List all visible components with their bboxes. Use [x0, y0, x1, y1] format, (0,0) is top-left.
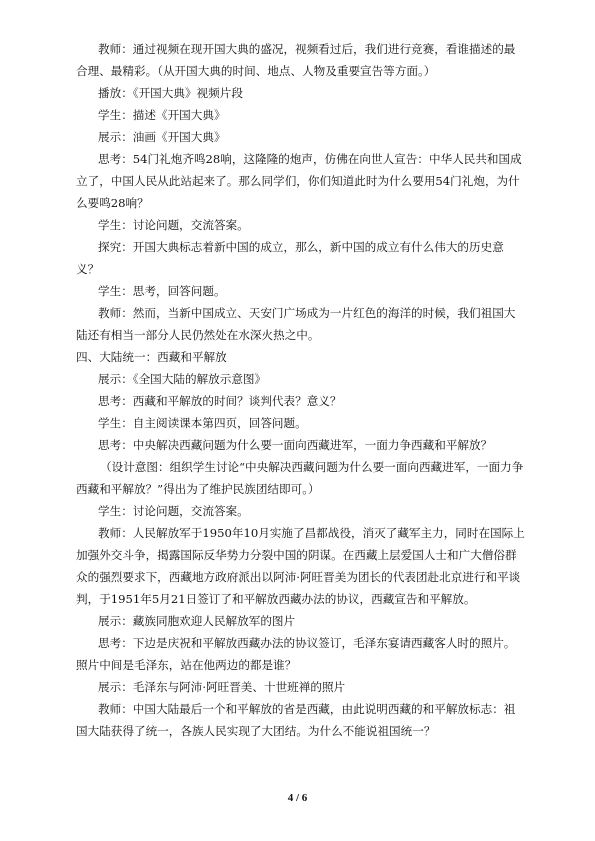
paragraph-think-tibet: 思考：西藏和平解放的时间？谈判代表？意义？: [98, 394, 342, 408]
paragraph-design-intent: （设计意图：组织学生讨论“中央解决西藏问题为什么要一面向西藏进军，一面力争西藏和平解放？”得出为了维护民族团结即可。）: [76, 460, 524, 496]
paragraph-show-mao-photo: 展示：毛泽东与阿沛·阿旺晋美、十世班禅的照片: [98, 680, 346, 694]
paragraph-think-photo: 思考：下边是庆祝和平解放西藏办法的协议签订，毛泽东宴请西藏客人时的照片。照片中间是毛泽东，站在他两边的都是谁？: [76, 636, 516, 672]
paragraph-show-painting: 展示：油画《开国大典》: [98, 130, 226, 144]
paragraph-student-answer: 学生：思考，回答问题。: [98, 284, 226, 298]
paragraph-think-central: 思考：中央解决西藏问题为什么要一面向西藏进军，一面力争西藏和平解放？: [98, 438, 493, 452]
paragraph-teacher-pla: 教师：人民解放军于1950年10月实施了昌都战役，消灭了藏军主力，同时在国际上加强外交斗争，揭露国际反华势力分裂中国的阴谋。在西藏上层爱国人士和广大僧俗群众的强烈要求下，西藏地方政府派出以阿沛·阿旺晋美为团长的代表团赴北京进行和平谈判，于1951年5月21日签订了和平解放西藏办法的协议，西藏宣告和平解放。: [76, 526, 525, 606]
section-heading-tibet: 四、大陆统一：西藏和平解放: [76, 350, 227, 364]
paragraph-teacher-video: 教师：通过视频在现开国大典的盛况，视频看过后，我们进行竞赛，看谁描述的最合理、最精彩。（从开国大典的时间、地点、人物及重要宣告等方面。）: [76, 42, 516, 78]
paragraph-teacher-however: 教师：然而，当新中国成立、天安门广场成为一片红色的海洋的时候，我们祖国大陆还有相当一部分人民仍然处在水深火热之中。: [76, 306, 516, 342]
paragraph-student-read: 学生：自主阅读课本第四页，回答问题。: [98, 416, 307, 430]
paragraph-student-discuss-2: 学生：讨论问题，交流答案。: [98, 504, 249, 518]
paragraph-think-salute: 思考：54门礼炮齐鸣28响，这隆隆的炮声，仿佛在向世人宣告：中华人民共和国成立了，中国人民从此站起来了。那么同学们，你们知道此时为什么要用54门礼炮，为什么要鸣28响？: [76, 152, 522, 210]
paragraph-show-welcome: 展示：藏族同胞欢迎人民解放军的图片: [98, 614, 296, 628]
paragraph-explore-significance: 探究：开国大典标志着新中国的成立，那么，新中国的成立有什么伟大的历史意义？: [76, 240, 504, 276]
paragraph-show-map: 展示：《全国大陆的解放示意图》: [98, 372, 267, 386]
document-body: [76, 38, 526, 742]
paragraph-teacher-conclusion: 教师：中国大陆最后一个和平解放的省是西藏，由此说明西藏的和平解放标志：祖国大陆获得了统一，各族人民实现了大团结。为什么不能说祖国统一？: [76, 702, 516, 738]
paragraph-student-describe: 学生：描述《开国大典》: [98, 108, 226, 122]
page-number: 4 / 6: [287, 792, 308, 804]
paragraph-student-discuss: 学生：讨论问题，交流答案。: [98, 218, 249, 232]
paragraph-play-video: 播放：《开国大典》视频片段: [98, 86, 243, 100]
